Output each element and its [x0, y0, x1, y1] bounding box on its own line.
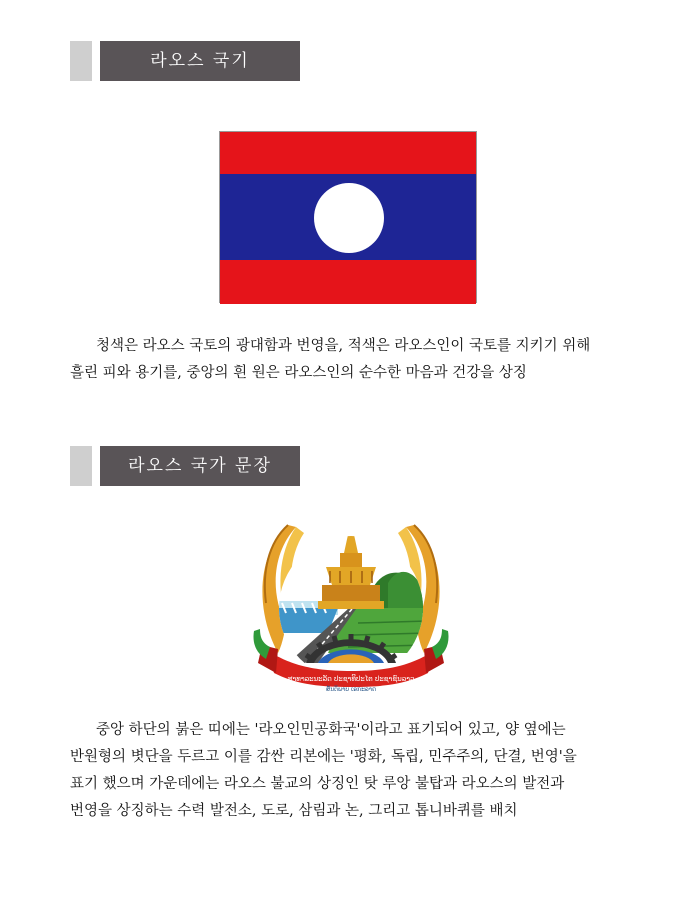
flag-white-disc [314, 183, 384, 253]
laos-flag-image [219, 131, 477, 303]
emblem-description-line: 표기 했으며 가운데에는 라오스 불교의 상징인 탓 루앙 불탑과 라오스의 발전과 [70, 776, 565, 792]
laos-emblem-image [248, 513, 454, 693]
emblem-lower-text: ສັນຕິພາບ ເອກະລາດ [325, 686, 377, 693]
emblem-banner-text: ສາທາລະນະລັດ ປະຊາທິປະໄຕ ປະຊາຊົນລາວ [287, 675, 415, 683]
header-tab-decoration [70, 41, 92, 81]
flag-red-stripe-bottom [220, 260, 476, 304]
emblem-description-line: 중앙 하단의 붉은 띠에는 '라오인민공화국'이라고 표기되어 있고, 양 옆에는 [96, 722, 566, 738]
flag-description-line: 청색은 라오스 국토의 광대함과 번영을, 적색은 라오스인이 국토를 지키기 위해 [96, 338, 591, 354]
flag-description [70, 333, 640, 387]
emblem-description [70, 717, 640, 825]
flag-section-title: 라오스 국기 [100, 41, 300, 81]
flag-red-stripe-top [220, 132, 476, 174]
header-tab-decoration [70, 446, 92, 486]
emblem-description-line: 번영을 상징하는 수력 발전소, 도로, 삼림과 논, 그리고 톱니바퀴를 배치 [70, 803, 518, 819]
emblem-section-title: 라오스 국가 문장 [100, 446, 300, 486]
emblem-description-line: 반원형의 볏단을 두르고 이를 감싼 리본에는 '평화, 독립, 민주주의, 단결, 번영'을 [70, 749, 577, 765]
flag-description-line: 흘린 피와 용기를, 중앙의 흰 원은 라오스인의 순수한 마음과 건강을 상징 [70, 365, 527, 381]
